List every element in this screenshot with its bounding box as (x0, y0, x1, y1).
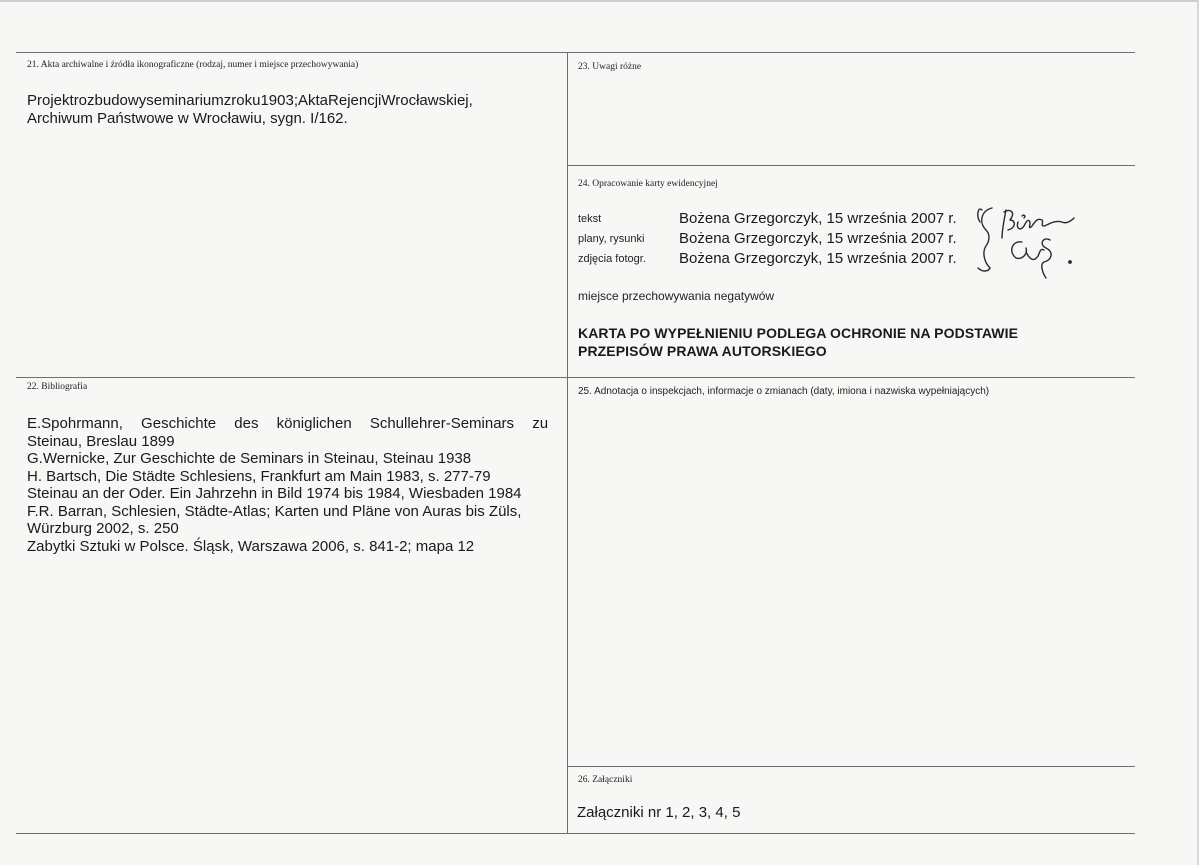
copyright-notice-line-1: KARTA PO WYPEŁNIENIU PODLEGA OCHRONIE NA PODSTAWIE (578, 325, 1019, 341)
bibliography-list (27, 415, 563, 555)
section-21-line-1 (27, 92, 563, 110)
section-21-text (27, 92, 563, 127)
section-26-label: 26. Załączniki (578, 775, 633, 785)
section-21-word: roku (231, 92, 261, 109)
handwritten-signature (972, 196, 1077, 282)
bibliography-entry: F.R. Barran, Schlesien, Städte-Atlas; Karten und Pläne von Auras bis Züls, (27, 502, 522, 520)
column-divider (567, 52, 568, 834)
section-21-word: Wrocławskiej, (381, 92, 473, 109)
section-22-label: 22. Bibliografia (27, 382, 88, 392)
bibliography-entry: Zabytki Sztuki w Polsce. Śląsk, Warszawa 2006, s. 841-2; mapa 12 (27, 537, 475, 555)
credit-role: plany, rysunki (578, 233, 645, 245)
copyright-notice (578, 324, 1018, 360)
bibliography-entry: H. Bartsch, Die Städte Schlesiens, Frankfurt am Main 1983, s. 277-79 (27, 467, 491, 485)
bibliography-entry: Steinau an der Oder. Ein Jahrzehn in Bild 1974 bis 1984, Wiesbaden 1984 (27, 485, 522, 502)
section-21-word: Akta (298, 92, 329, 109)
credit-name: Bożena Grzegorczyk, 15 września 2007 r. (679, 250, 957, 267)
top-rule (16, 52, 1135, 53)
section-21-line-2: Archiwum Państwowe w Wrocławiu, sygn. I/162. (27, 109, 348, 127)
credit-name: Bożena Grzegorczyk, 15 września 2007 r. (679, 210, 957, 227)
section-21-word: rozbudowy (73, 92, 147, 109)
bibliography-entry: E.Spohrmann, Geschichte des königlichen Schullehrer-Seminars zu (27, 415, 549, 432)
rule-23-24 (568, 165, 1135, 166)
section-21-word: Projekt (27, 92, 74, 109)
section-24-label: 24. Opracowanie karty ewidencyjnej (578, 179, 718, 189)
rule-25-26 (568, 766, 1135, 767)
bibliography-entry: Würzburg 2002, s. 250 (27, 520, 179, 537)
copyright-notice-line-2: PRZEPISÓW PRAWA AUTORSKIEGO (578, 343, 827, 359)
section-21-word: z (223, 92, 232, 109)
scan-edge-top (0, 0, 1199, 2)
section-21-word: seminarium (146, 92, 224, 109)
section-23-label: 23. Uwagi różne (578, 62, 642, 72)
section-21-word: Rejencji (328, 92, 382, 109)
credit-role: zdjęcia fotogr. (578, 253, 646, 265)
credit-name: Bożena Grzegorczyk, 15 września 2007 r. (679, 230, 957, 247)
section-25-label: 25. Adnotacja o inspekcjach, informacje o zmianach (daty, imiona i nazwiska wypełniających) (578, 386, 990, 397)
attachments-text: Załączniki nr 1, 2, 3, 4, 5 (577, 804, 741, 821)
negatives-location-label: miejsce przechowywania negatywów (578, 289, 775, 303)
section-21-label: 21. Akta archiwalne i źródła ikonograficzne (rodzaj, numer i miejsce przechowywania) (27, 60, 359, 70)
bibliography-entry: Steinau, Breslau 1899 (27, 432, 175, 450)
section-21-word: 1903; (260, 92, 298, 109)
bottom-rule (16, 833, 1135, 834)
middle-rule (16, 377, 1135, 378)
bibliography-entry: G.Wernicke, Zur Geschichte de Seminars in Steinau, Steinau 1938 (27, 450, 472, 467)
credit-role: tekst (578, 213, 602, 225)
